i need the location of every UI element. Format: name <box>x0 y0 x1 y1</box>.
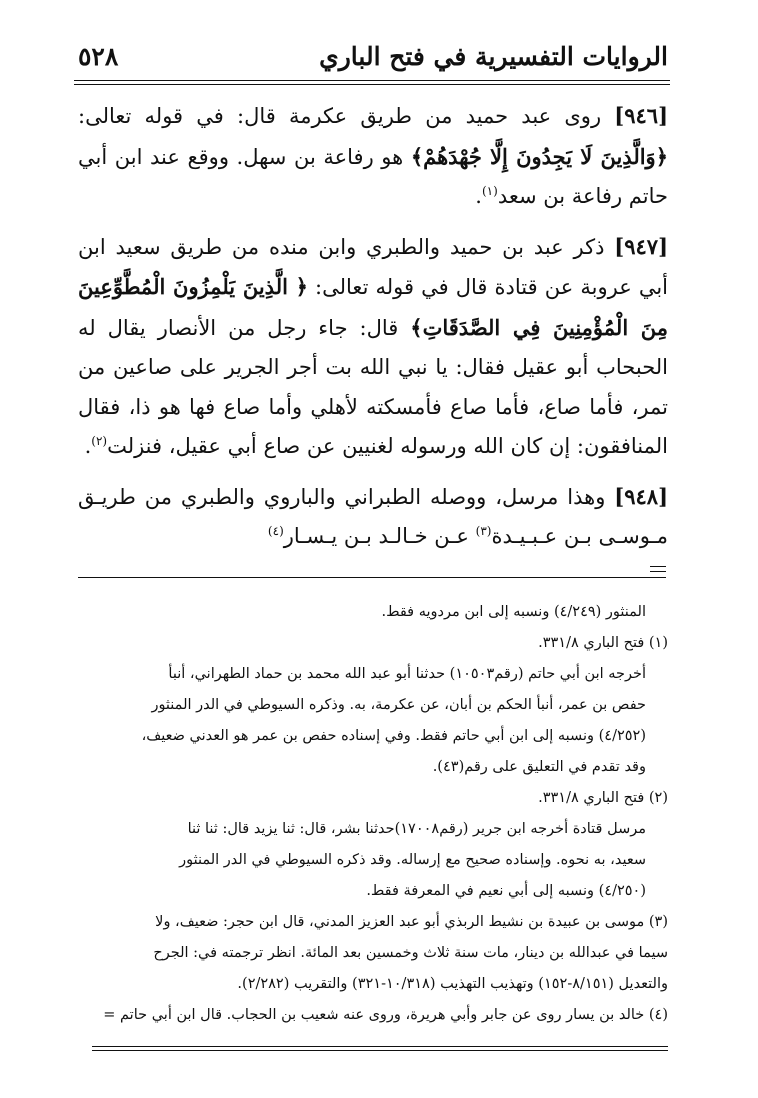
footnote-3-line: سيما في عبدالله بن دينار، مات سنة ثلاث وخمسين بعد المائة. انظر ترجمته في: الجرح <box>153 945 668 961</box>
footnote-1-ref: (١) فتح الباري ٣٣١/٨. <box>538 635 668 651</box>
footnotes <box>80 597 668 1031</box>
footnote-3-line: (٣) موسى بن عبيدة بن نشيط الربذي أبو عبد العزيز المدني، قال ابن حجر: ضعيف، ولا <box>155 914 668 930</box>
footnote-1-line: أخرجه ابن أبي حاتم (رقم١٠٥٠٣) حدثنا أبو عبد الله محمد بن حماد الطهراني، أنبأ <box>168 666 646 682</box>
paragraph-text: عـن خـالـد بـن يـسـار <box>283 524 476 548</box>
paragraph-946 <box>78 96 668 217</box>
footnote-2-line: (٤/٢٥٠) ونسبه إلى أبي نعيم في المعرفة فقط. <box>366 883 646 899</box>
footnote-1-line: وقد تقدم في التعليق على رقم(٤٣). <box>432 759 646 775</box>
paragraph-text: ذكر عبد بن حميد والطبري وابن منده من طريق سعيد ابن أبي عروبة عن قتادة قال في قوله تعالى: <box>78 234 668 299</box>
footnote-1-line: (٤/٢٥٢) ونسبه إلى ابن أبي حاتم فقط. وفي إسناده حفص بن عمر هو العدني ضعيف، <box>141 728 646 744</box>
footnote-rule <box>78 577 666 578</box>
continuation-mark <box>650 566 666 572</box>
footnote-4-line: (٤) خالد بن يسار روى عن جابر وأبي هريرة، وروى عنه شعيب بن الحجاب. قال ابن أبي حاتم = <box>103 1007 668 1023</box>
footnote-3-line: والتعديل (٨/١٥١-١٥٢) وتهذيب التهذيب (١٠/٣١٨-٣٢١) والتقريب (٢/٢٨٢). <box>237 976 668 992</box>
quran-verse: ﴿ الَّذِينَ يَلْمِزُونَ الْمُطَّوِّعِينَ مِنَ الْمُؤْمِنِينَ فِي الصَّدَقَاتِ﴾ <box>78 274 668 340</box>
quran-verse: ﴿وَالَّذِينَ لَا يَجِدُونَ إِلَّا جُهْدَهُمْ﴾ <box>410 143 668 169</box>
page-number: ٥٢٨ <box>78 42 119 71</box>
footnote-reference: (١) <box>481 184 498 198</box>
paragraph-947 <box>78 227 668 467</box>
footnote-reference: (٢) <box>91 434 108 448</box>
main-text <box>78 96 668 557</box>
paragraph-text: . <box>475 184 482 208</box>
entry-number: [٩٤٧] <box>614 233 668 259</box>
paragraph-text: . <box>84 434 92 458</box>
paragraph-text: هو رفاعة بن سهل. ووقع عند ابن أبي حاتم رفاعة بن سعد <box>78 144 668 208</box>
footnote-carry-over: المنثور (٤/٢٤٩) ونسبه إلى ابن مردويه فقط. <box>381 604 646 620</box>
footnote-2-line: مرسل قتادة أخرجه ابن جرير (رقم١٧٠٠٨)حدثنا بشر، قال: ثنا يزيد قال: ثنا ثنا <box>187 821 646 837</box>
paragraph-text: وهذا مرسل، ووصله الطبراني والباروي والطبري من طريـق مـوسـى بـن عـبـيـدة <box>78 484 668 548</box>
paragraph-948 <box>78 477 668 557</box>
paragraph-text: قال: جاء رجل من الأنصار يقال له الحبحاب أبو عقيل فقال: يا نبي الله بت أجر الجرير على صاعين من تمر، فأما صاع، فأما صاع فأمسكته لأهلي وأما صاع فها هو ذا، فقال المنافقون: إن كان الله ورسوله لغنيين عن صاع أبي عقيل، فنزلت <box>78 315 668 458</box>
footnote-reference: (٣) <box>475 524 492 538</box>
entry-number: [٩٤٨] <box>614 483 668 509</box>
running-header <box>78 38 668 78</box>
header-rule <box>74 80 670 85</box>
paragraph-text: روى عبد حميد من طريق عكرمة قال: في قوله تعالى: <box>78 104 615 128</box>
bottom-rule <box>92 1046 668 1051</box>
footnote-2-line: سعيد، به نحوه. وإسناده صحيح مع إرساله. وقد ذكره السيوطي في الدر المنثور <box>179 852 646 868</box>
header-title: الروايات التفسيرية في فتح الباري <box>319 42 668 71</box>
footnote-reference: (٤) <box>267 524 284 538</box>
footnote-2-ref: (٢) فتح الباري ٣٣١/٨. <box>538 790 668 806</box>
entry-number: [٩٤٦] <box>614 103 668 128</box>
footnote-1-line: حفص بن عمر، أنبأ الحكم بن أبان، عن عكرمة، به. وذكره السيوطي في الدر المنثور <box>151 697 646 713</box>
